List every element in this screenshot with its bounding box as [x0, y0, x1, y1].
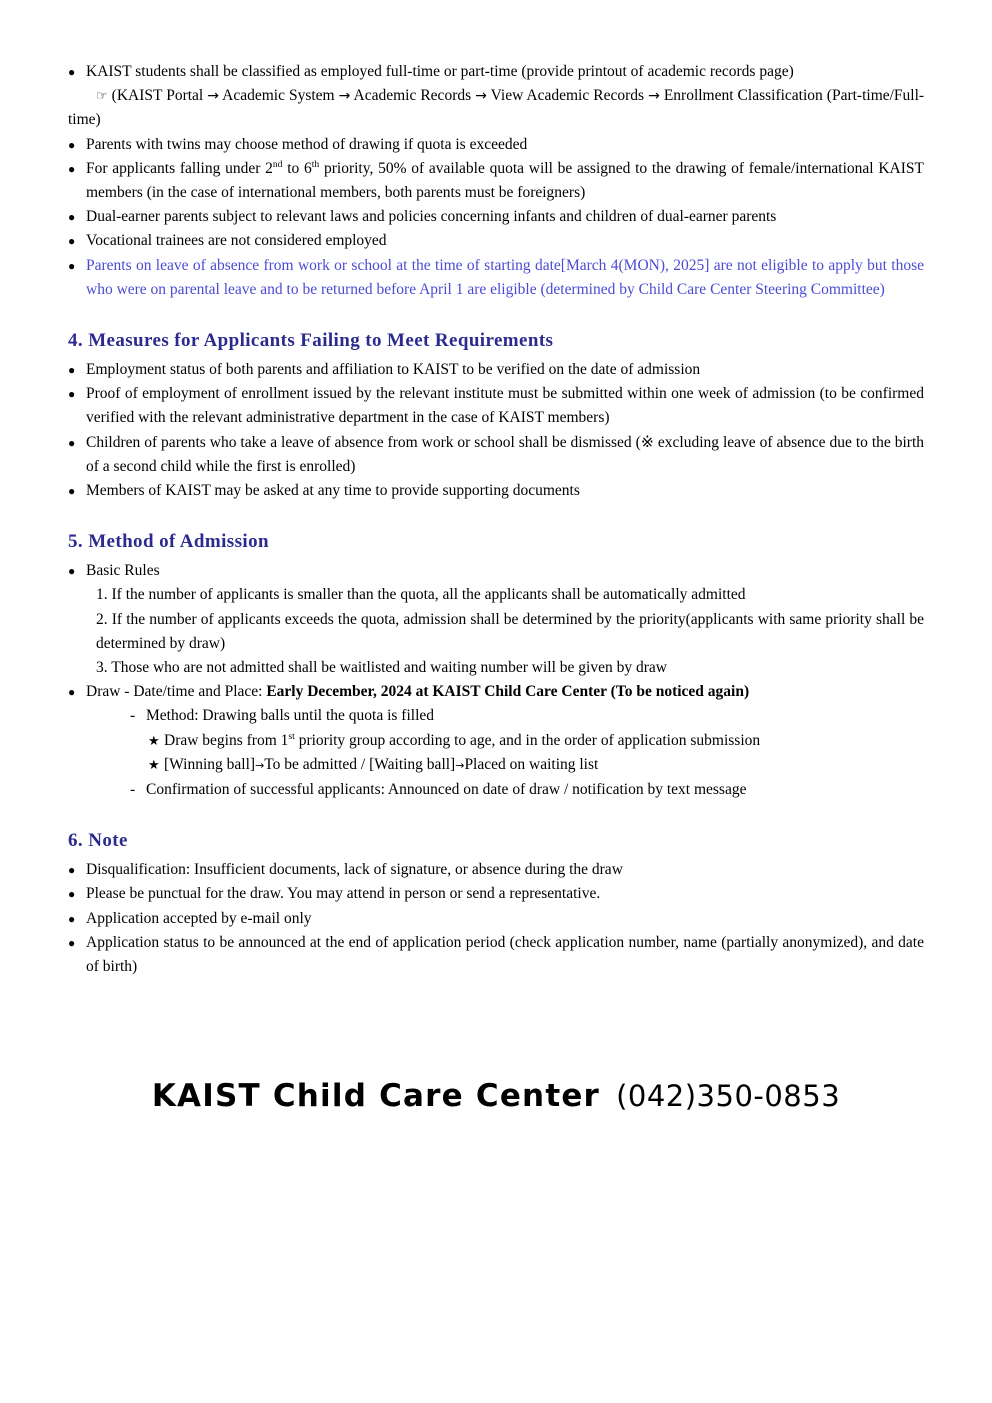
section-5-body — [68, 559, 924, 802]
ordinal-suffix-st: st — [288, 730, 295, 742]
draw-label: Draw - Date/time and Place: — [86, 683, 267, 701]
list-item-text: Dual-earner parents subject to relevant laws and policies concerning infants and children of dual-earner parents — [86, 208, 777, 226]
winning-ball-label: [Winning ball] — [164, 755, 256, 773]
portal-path-step-3: View Academic Records — [490, 87, 645, 105]
list-item — [68, 229, 924, 253]
list-item — [68, 479, 924, 503]
draw-order-text — [164, 729, 924, 753]
ordinal-suffix-nd: nd — [272, 158, 283, 170]
pointing-hand-icon: ☞ — [96, 88, 108, 104]
priority-text-c: priority, 50% of available quota will be assigned to the drawing of female/international KAIST members (in the case of international members, both parents must be foreigners) — [86, 159, 924, 202]
list-item-text: Please be punctual for the draw. You may attend in person or send a representative. — [86, 885, 601, 903]
bullet-icon: ● — [68, 161, 76, 176]
basic-rules-label: Basic Rules — [86, 562, 160, 580]
bullet-icon: ● — [68, 435, 76, 450]
list-item-text: Vocational trainees are not considered employed — [86, 232, 387, 250]
dash-icon: - — [130, 707, 136, 725]
ordinal-suffix-th: th — [311, 158, 320, 170]
waiting-ball-result: Placed on waiting list — [464, 755, 599, 773]
bullet-icon: ● — [68, 564, 76, 579]
confirmation-text: Confirmation of successful applicants: Announced on date of draw / notification by text message — [146, 781, 747, 799]
winning-ball-result: To be admitted / [Waiting ball] — [264, 755, 456, 773]
section-6-body — [68, 858, 924, 979]
bullet-icon: ● — [68, 210, 76, 225]
draw-order-text-a: Draw begins from 1 — [164, 731, 289, 749]
draw-info-text — [86, 680, 924, 704]
list-item-text: Children of parents who take a leave of absence from work or school shall be dismissed (※ excluding leave of absence due to the birth of a second child while the first is enrolled) — [86, 433, 924, 475]
list-item-text: Parents with twins may choose method of drawing if quota is exceeded — [86, 135, 528, 153]
section-heading-6: 6. Note — [68, 830, 128, 852]
rule-item-3: 3. Those who are not admitted shall be waitlisted and waiting number will be given by draw — [96, 659, 667, 677]
portal-path-prefix: (KAIST Portal — [111, 87, 204, 105]
ball-outcome-row — [68, 753, 924, 778]
bullet-icon: ● — [68, 234, 76, 249]
portal-path-step-1: Academic System — [222, 87, 335, 105]
bullet-icon: ● — [68, 363, 76, 378]
bullet-icon: ● — [68, 911, 76, 926]
section-heading-4: 4. Measures for Applicants Failing to Meet Requirements — [68, 330, 554, 352]
list-item — [68, 205, 924, 229]
star-icon: ★ — [148, 756, 160, 772]
list-item — [68, 60, 924, 84]
dash-icon: - — [130, 781, 136, 799]
rule-item-2: 2. If the number of applicants exceeds the quota, admission shall be determined by the priority(applicants with same priority shall be determined by draw) — [96, 610, 924, 652]
list-item — [68, 858, 924, 882]
list-item — [68, 133, 924, 157]
list-item — [68, 931, 924, 979]
list-item — [68, 382, 924, 430]
bullet-icon: ● — [68, 484, 76, 499]
list-item — [68, 882, 924, 906]
requirements-continued-section — [68, 60, 924, 302]
arrow-icon: → — [207, 88, 219, 105]
section-heading-5: 5. Method of Admission — [68, 531, 269, 553]
portal-path-line — [68, 84, 924, 132]
list-item-text: Proof of employment of enrollment issued by the relevant institute must be submitted within one week of admission (to be confirmed verified with the relevant administrative department in the case of KAIST members) — [86, 385, 924, 427]
organization-name: KAIST Child Care Center — [151, 1078, 601, 1114]
list-item-text: Members of KAIST may be asked at any time to provide supporting documents — [86, 482, 580, 500]
draw-info-row — [68, 680, 924, 704]
ball-outcome-text — [164, 753, 924, 778]
list-item-text: Employment status of both parents and affiliation to KAIST to be verified on the date of admission — [86, 361, 701, 379]
draw-order-row — [68, 729, 924, 753]
arrow-icon: → — [475, 88, 487, 105]
priority-text-b: to 6 — [282, 159, 312, 177]
bullet-icon: ● — [68, 387, 76, 402]
list-item-text: Disqualification: Insufficient documents, lack of signature, or absence during the draw — [86, 861, 623, 879]
priority-text-a: For applicants falling under 2 — [86, 159, 273, 177]
list-item — [68, 907, 924, 931]
draw-method-text: Method: Drawing balls until the quota is filled — [146, 707, 434, 725]
rule-item-1: 1. If the number of applicants is smaller than the quota, all the applicants shall be automatically admitted — [96, 586, 746, 604]
star-icon: ★ — [148, 732, 160, 748]
list-item — [68, 358, 924, 382]
portal-path-step-4: Enrollment Classification (Part-time/Full-time) — [68, 87, 925, 129]
portal-path-step-2: Academic Records — [353, 87, 472, 105]
confirmation-row — [68, 778, 924, 802]
bullet-icon: ● — [68, 65, 76, 79]
draw-method-row — [68, 704, 924, 728]
list-item-text: KAIST students shall be classified as employed full-time or part-time (provide printout of academic records page) — [86, 63, 794, 80]
list-item — [68, 431, 924, 479]
bullet-icon: ● — [68, 258, 76, 273]
list-item-text: Parents on leave of absence from work or school at the time of starting date[March 4(MON), 2025] are not eligible to apply but those who were on parental leave and to be returned before April 1 are eligible (determined by Child Care Center Steering Committee) — [86, 256, 924, 298]
organization-phone: (042)350-0853 — [616, 1079, 841, 1113]
spacer — [68, 302, 924, 328]
spacer — [68, 503, 924, 529]
document-footer — [0, 1078, 992, 1114]
arrow-icon: → — [648, 88, 660, 105]
draw-order-text-b: priority group according to age, and in the order of application submission — [294, 731, 761, 749]
arrow-icon: → — [255, 758, 265, 772]
bullet-icon: ● — [68, 863, 76, 878]
draw-datetime-place: Early December, 2024 at KAIST Child Care Center (To be noticed again) — [266, 683, 750, 701]
arrow-icon: → — [455, 758, 465, 772]
list-item-text — [86, 157, 924, 205]
arrow-icon: → — [338, 88, 351, 105]
spacer — [68, 802, 924, 828]
list-item — [68, 157, 924, 205]
list-item — [68, 559, 924, 583]
section-4-body — [68, 358, 924, 503]
list-item-text: Application status to be announced at the end of application period (check application number, name (partially anonymized), and date of birth) — [86, 933, 924, 976]
list-item-highlighted — [68, 254, 924, 302]
bullet-icon: ● — [68, 887, 76, 902]
bullet-icon: ● — [68, 137, 76, 152]
bullet-icon: ● — [68, 685, 76, 700]
bullet-icon: ● — [68, 935, 76, 950]
list-item-text: Application accepted by e-mail only — [86, 909, 312, 927]
